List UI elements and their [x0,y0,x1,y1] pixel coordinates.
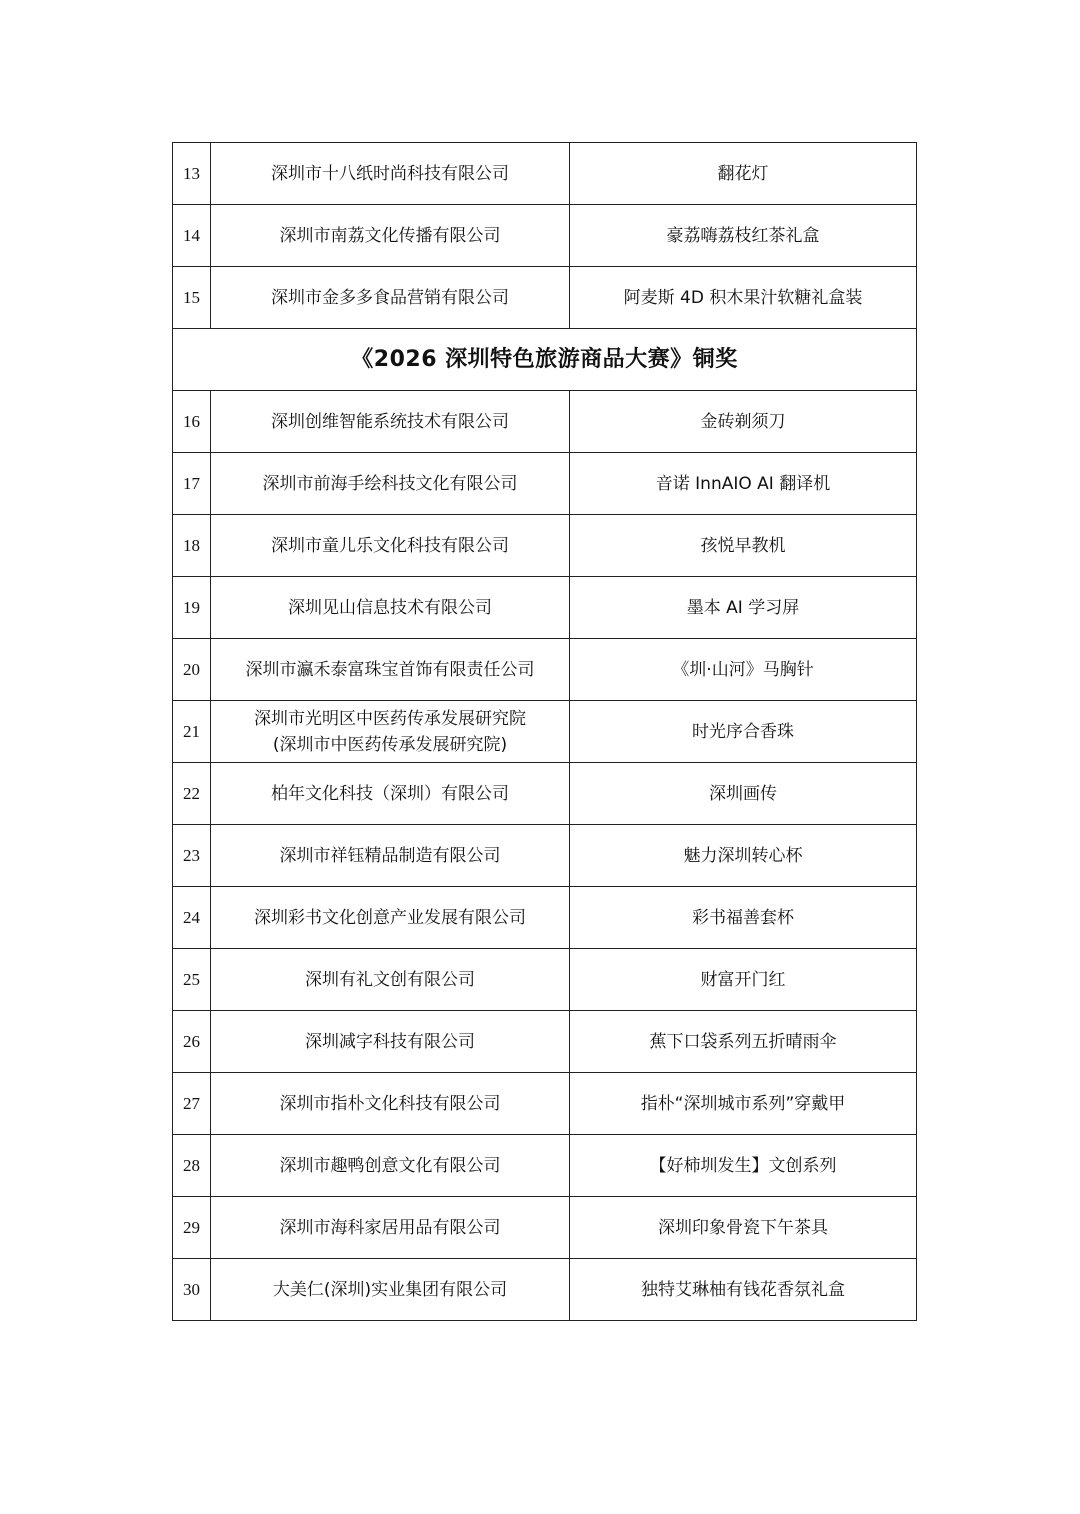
table-row [173,453,917,515]
table-row [173,825,917,887]
company-name [211,515,570,577]
row-number: 19 [173,577,211,639]
product-name: 孩悦早教机 [570,515,917,577]
product-name: 豪荔嗨荔枝红茶礼盒 [570,205,917,267]
company-name-line: (深圳市中医药传承发展研究院) [272,734,508,755]
product-name: 指朴“深圳城市系列”穿戴甲 [570,1073,917,1135]
table-row [173,577,917,639]
company-name [211,1135,570,1197]
table-row [173,887,917,949]
company-name [211,1073,570,1135]
product-name: 财富开门红 [570,949,917,1011]
row-number: 18 [173,515,211,577]
table-row [173,763,917,825]
company-name [211,949,570,1011]
row-number: 25 [173,949,211,1011]
table-row [173,949,917,1011]
row-number: 28 [173,1135,211,1197]
company-name: 深圳市金多多食品营销有限公司 [211,267,570,329]
table-row [173,267,917,329]
award-table [172,142,917,1321]
company-name-line: 深圳彩书文化创意产业发展有限公司 [254,907,526,928]
row-number: 22 [173,763,211,825]
company-name [211,763,570,825]
product-name: 彩书福善套杯 [570,887,917,949]
product-name: 深圳印象骨瓷下午茶具 [570,1197,917,1259]
table-row [173,701,917,763]
product-name: 音诺 InnAIO AI 翻译机 [570,453,917,515]
row-number: 17 [173,453,211,515]
company-name [211,1259,570,1321]
company-name-line: 深圳见山信息技术有限公司 [288,597,492,618]
section-title-row [173,329,917,391]
company-name [211,887,570,949]
row-number: 20 [173,639,211,701]
company-name [211,577,570,639]
row-number: 29 [173,1197,211,1259]
product-name: 独特艾琳柚有钱花香氛礼盒 [570,1259,917,1321]
product-name: 《圳·山河》马胸针 [570,639,917,701]
table-row [173,1135,917,1197]
row-number: 21 [173,701,211,763]
company-name-line: 深圳市指朴文化科技有限公司 [279,1093,501,1114]
table-row [173,1197,917,1259]
company-name-line: 深圳市光明区中医药传承发展研究院 [254,708,526,729]
table-row [173,143,917,205]
row-number: 26 [173,1011,211,1073]
table-row [173,391,917,453]
award-table-body [173,143,917,1321]
company-name-line: 深圳市祥钰精品制造有限公司 [279,845,501,866]
company-name [211,639,570,701]
company-name-line: 深圳有礼文创有限公司 [305,969,475,990]
company-name-line: 深圳市瀛禾泰富珠宝首饰有限责任公司 [245,659,535,680]
product-name: 【好柿圳发生】文创系列 [570,1135,917,1197]
company-name [211,1011,570,1073]
company-name-line: 大美仁(深圳)实业集团有限公司 [272,1279,508,1300]
company-name: 深圳市十八纸时尚科技有限公司 [211,143,570,205]
row-number: 27 [173,1073,211,1135]
company-name-line: 柏年文化科技（深圳）有限公司 [271,783,509,804]
row-number: 15 [173,267,211,329]
table-row [173,1011,917,1073]
company-name [211,701,570,763]
company-name-line: 深圳市童儿乐文化科技有限公司 [271,535,509,556]
product-name: 翻花灯 [570,143,917,205]
company-name-line: 深圳创维智能系统技术有限公司 [271,411,509,432]
row-number: 30 [173,1259,211,1321]
company-name-line: 深圳市趣鸭创意文化有限公司 [279,1155,501,1176]
product-name: 阿麦斯 4D 积木果汁软糖礼盒装 [570,267,917,329]
product-name: 时光序合香珠 [570,701,917,763]
section-title: 《2026 深圳特色旅游商品大赛》铜奖 [173,329,917,391]
company-name-line: 深圳市海科家居用品有限公司 [279,1217,501,1238]
company-name [211,825,570,887]
row-number: 24 [173,887,211,949]
table-row [173,205,917,267]
table-row [173,639,917,701]
row-number: 16 [173,391,211,453]
product-name: 魅力深圳转心杯 [570,825,917,887]
product-name: 墨本 AI 学习屏 [570,577,917,639]
company-name: 深圳市南荔文化传播有限公司 [211,205,570,267]
product-name: 深圳画传 [570,763,917,825]
table-row [173,1259,917,1321]
product-name: 金砖剃须刀 [570,391,917,453]
product-name: 蕉下口袋系列五折晴雨伞 [570,1011,917,1073]
company-name-line: 深圳减字科技有限公司 [305,1031,475,1052]
table-row [173,515,917,577]
row-number: 23 [173,825,211,887]
table-row [173,1073,917,1135]
company-name [211,391,570,453]
row-number: 14 [173,205,211,267]
row-number: 13 [173,143,211,205]
company-name [211,1197,570,1259]
company-name-line: 深圳市前海手绘科技文化有限公司 [262,473,518,494]
company-name [211,453,570,515]
